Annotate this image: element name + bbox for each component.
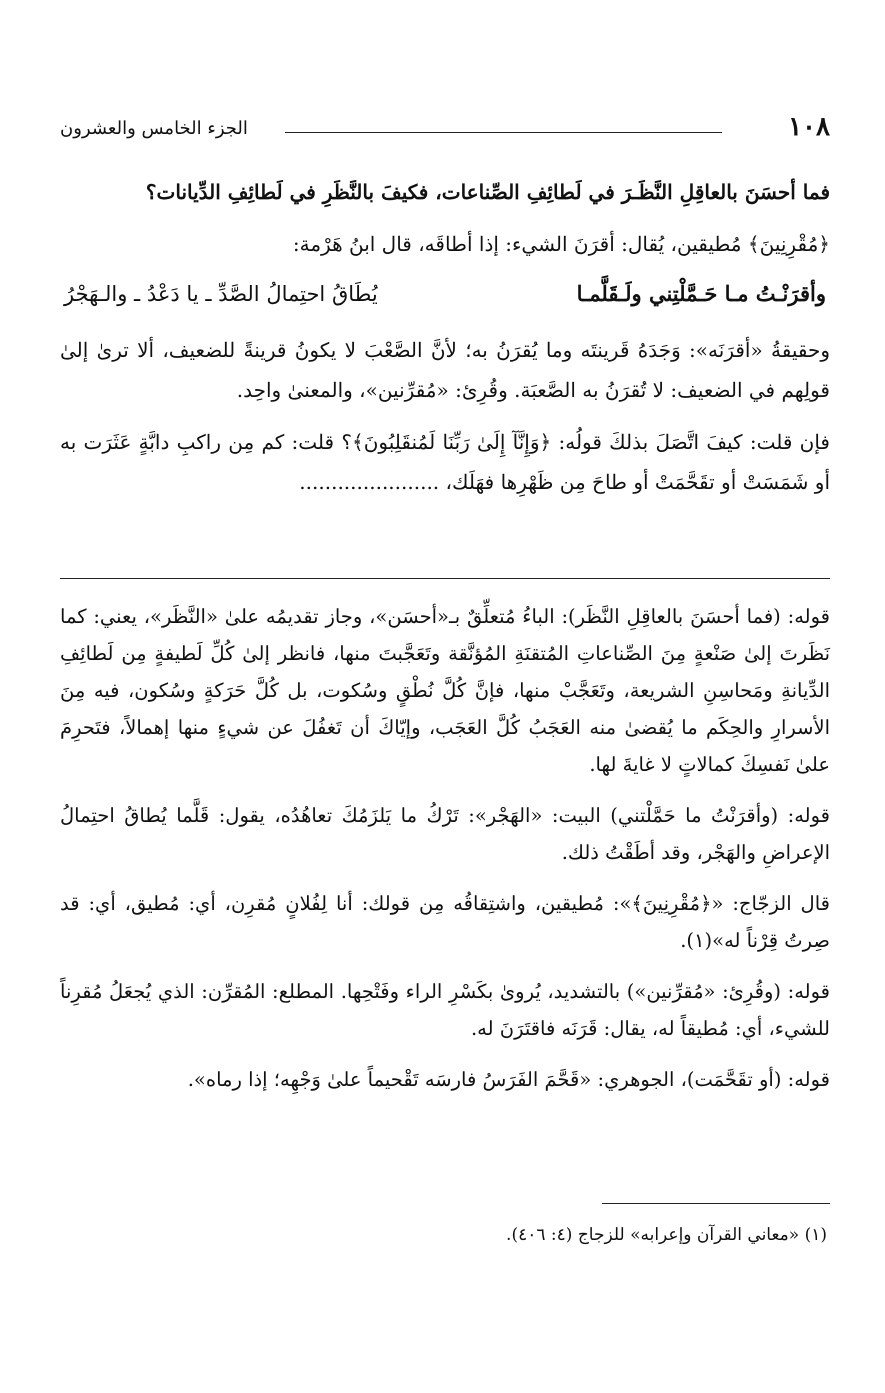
page-header [60,112,830,152]
commentary-section [60,598,830,1098]
main-paragraph-2: ﴿مُقْرِنِينَ﴾ مُطيقين، يُقال: أقرَنَ الشيء: إذا أطاقَه، قال ابنُ هَرْمة: [292,232,830,256]
verse-second-hemistich: يُطَاقُ احتِمالُ الصَّدِّ ـ يا دَعْدُ ـ والـهَجْرُ [64,282,378,306]
main-paragraph-1: فما أحسَنَ بالعاقِلِ النَّظَـرَ في لَطائِفِ الصِّناعات، فكيفَ بالنَّظَرِ في لَطائِفِ الدِّيانات؟ [145,180,830,204]
poetry-verse [60,274,830,314]
header-rule [285,132,722,133]
commentary-paragraph-1: قوله: (فما أحسَنَ بالعاقِلِ النَّظَر): الباءُ مُتعلِّقٌ بـ«أحسَن»، وجاز تقديمُه علىٰ «النَّظَر»، يعني: كما نَظَرتَ إلىٰ صَنْعةٍ مِنَ الصِّناعاتِ المُتقنَةِ المُؤنَّقة وتَعَجَّبتَ منها، فانظر إلىٰ كُلِّ لَطيفةٍ مِن لَطائِفِ الدِّيانةِ ومَحاسِنِ الشريعة، وتَعَجَّبْ منها، فإنَّ كُلَّ نُطْقٍ وسُكوت، بل كُلَّ حَرَكةٍ وسُكون، فيه مِنَ الأسرارِ والحِكَم ما يُقضىٰ منه العَجَبُ كُلَّ العَجَب، وإيّاكَ أن تَغفُلَ عن شيءٍ منها إهمالاً، فتَحرِمَ علىٰ نَفسِكَ كمالاتٍ لا غايةَ لها. [60,605,830,776]
commentary-paragraph-5: قوله: (أو تقَحَّمَت)، الجوهري: «قَحَّمَ الفَرَسُ فارسَه تَقْحيماً علىٰ وَجْهِه؛ إذا رماه». [187,1068,830,1091]
commentary-paragraph-4: قوله: (وقُرِئ: «مُقرِّنين») بالتشديد، يُروىٰ بكَسْرِ الراء وفَتْحِها. المطلع: المُقرِّن: الذي يُجعَلُ مُقرِناً للشيء، أي: مُطيقاً له، يقال: قَرَنَه فاقتَرَنَ له. [60,980,830,1040]
main-text [60,172,830,502]
page-number: ١٠٨ [788,112,830,142]
footnote: (١) «معاني القرآن وإعرابه» للزجاج (٤: ٤٠٦). [506,1225,827,1245]
commentary-divider [60,578,830,579]
main-paragraph-4: فإن قلت: كيفَ اتَّصَلَ بذلكَ قولُه: ﴿وَإِنَّآ إِلَىٰ رَبِّنَا لَمُنقَلِبُونَ﴾؟ قلت: كم مِن راكبِ دابَّةٍ عَثَرَت به أو شَمَسَتْ أو تقَحَّمَتْ أو طاحَ مِن ظَهْرِها فهَلَك، ...................... [60,430,830,494]
running-title: الجزء الخامس والعشرون [60,118,248,139]
footnote-rule [602,1203,830,1204]
commentary-paragraph-3: قال الزجّاج: «﴿مُقْرِنِينَ﴾»: مُطيقين، واشتِقاقُه مِن قولك: أنا لِفُلانٍ مُقرِن، أي: مُطيق، أي: قد صِرتُ قِرْناً له»(١). [60,892,830,952]
commentary-paragraph-2: قوله: (وأقرَنْتُ ما حَمَّلْتني) البيت: «الهَجْر»: تَرْكُ ما يَلزَمُكَ تعاهُدُه، يقول: قَلَّما يُطاقُ احتِمالُ الإعراضِ والهَجْر، وقد أطَقْتُ ذلك. [60,804,830,864]
verse-first-hemistich: وأقرَنْـتُ مـا حَـمَّلْتِني ولَـقَلَّمـا [576,281,826,306]
main-paragraph-3: وحقيقةُ «أقرَنَه»: وَجَدَهُ قَرينتَه وما يُقرَنُ به؛ لأنَّ الصَّعْبَ لا يكونُ قرينةً للضعيف، ألا ترىٰ إلىٰ قولِهم في الضعيف: لا تُقرَنُ به الصَّعبَة. وقُرِئ: «مُقرِّنين»، والمعنىٰ واحِد. [60,338,830,402]
